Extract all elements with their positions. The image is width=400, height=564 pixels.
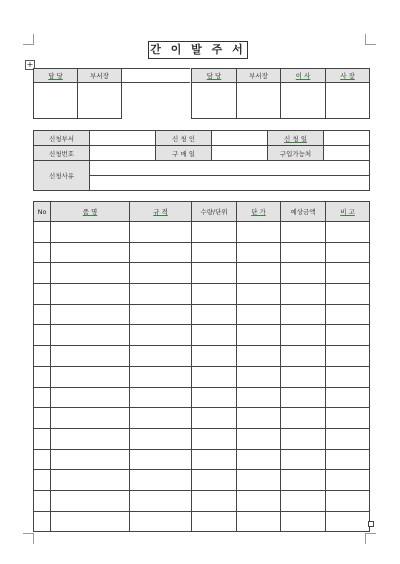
remarks-cell[interactable] <box>326 408 370 429</box>
qty-unit-cell[interactable] <box>192 449 237 470</box>
approval-sign-president[interactable] <box>326 83 370 119</box>
est-amount-cell[interactable] <box>281 346 326 367</box>
table-resize-handle-icon[interactable] <box>368 521 374 527</box>
unit-price-cell[interactable] <box>237 346 281 367</box>
unit-price-cell[interactable] <box>237 449 281 470</box>
spec-cell[interactable] <box>130 304 192 325</box>
approval-label-staff: 담 당 <box>34 69 78 83</box>
table-row <box>34 325 370 346</box>
no-cell[interactable] <box>34 304 51 325</box>
remarks-cell[interactable] <box>326 284 370 305</box>
approval-sign-staff-2[interactable] <box>192 83 237 119</box>
approval-label-dept-head-2: 부서장 <box>237 69 281 83</box>
no-cell[interactable] <box>34 511 51 532</box>
qty-unit-cell[interactable] <box>192 263 237 284</box>
spec-cell[interactable] <box>130 428 192 449</box>
spec-cell[interactable] <box>130 449 192 470</box>
no-cell[interactable] <box>34 346 51 367</box>
no-cell[interactable] <box>34 449 51 470</box>
unit-price-cell[interactable] <box>237 366 281 387</box>
approval-table-right <box>191 68 370 119</box>
est-amount-cell[interactable] <box>281 449 326 470</box>
purchase-place-field[interactable] <box>324 146 370 161</box>
no-cell[interactable] <box>34 470 51 491</box>
table-row <box>34 304 370 325</box>
item-name-cell[interactable] <box>51 263 130 284</box>
est-amount-cell[interactable] <box>281 325 326 346</box>
spec-cell[interactable] <box>130 408 192 429</box>
document-title: 간 이 발 주 서 <box>148 41 248 59</box>
est-amount-cell[interactable] <box>281 242 326 263</box>
unit-price-cell[interactable] <box>237 511 281 532</box>
qty-unit-cell[interactable] <box>192 470 237 491</box>
approval-table-left <box>33 68 190 119</box>
approval-sign-staff[interactable] <box>34 83 78 119</box>
col-header-no: No <box>34 202 51 222</box>
item-name-cell[interactable] <box>51 449 130 470</box>
qty-unit-cell[interactable] <box>192 346 237 367</box>
approval-blank-space <box>122 83 190 119</box>
spec-cell[interactable] <box>130 470 192 491</box>
remarks-cell[interactable] <box>326 511 370 532</box>
applicant-field[interactable] <box>212 131 268 146</box>
approval-label-staff-2: 담 당 <box>192 69 237 83</box>
no-cell[interactable] <box>34 222 51 243</box>
dept-label: 신청부서 <box>34 131 90 146</box>
item-name-cell[interactable] <box>51 304 130 325</box>
unit-price-cell[interactable] <box>237 408 281 429</box>
request-date-field[interactable] <box>324 131 370 146</box>
qty-unit-cell[interactable] <box>192 490 237 511</box>
spec-cell[interactable] <box>130 242 192 263</box>
remarks-cell[interactable] <box>326 263 370 284</box>
dept-field[interactable] <box>90 131 156 146</box>
unit-price-cell[interactable] <box>237 490 281 511</box>
applicant-label: 신 청 인 <box>156 131 212 146</box>
qty-unit-cell[interactable] <box>192 325 237 346</box>
crop-mark-top-left <box>23 34 34 45</box>
qty-unit-cell[interactable] <box>192 304 237 325</box>
est-amount-cell[interactable] <box>281 366 326 387</box>
remarks-cell[interactable] <box>326 242 370 263</box>
item-name-cell[interactable] <box>51 490 130 511</box>
item-name-cell[interactable] <box>51 470 130 491</box>
purchase-date-label: 구 매 일 <box>156 146 212 161</box>
remarks-cell[interactable] <box>326 222 370 243</box>
item-name-cell[interactable] <box>51 242 130 263</box>
reason-field-line-2[interactable] <box>90 176 370 191</box>
remarks-cell[interactable] <box>326 490 370 511</box>
items-table <box>33 201 370 532</box>
request-number-field[interactable] <box>90 146 156 161</box>
qty-unit-cell[interactable] <box>192 387 237 408</box>
table-row <box>34 387 370 408</box>
table-row <box>34 449 370 470</box>
unit-price-cell[interactable] <box>237 304 281 325</box>
remarks-cell[interactable] <box>326 304 370 325</box>
no-cell[interactable] <box>34 428 51 449</box>
approval-label-dept-head: 부서장 <box>78 69 122 83</box>
table-row <box>34 408 370 429</box>
est-amount-cell[interactable] <box>281 222 326 243</box>
unit-price-cell[interactable] <box>237 470 281 491</box>
est-amount-cell[interactable] <box>281 470 326 491</box>
col-header-unit-price: 단 가 <box>237 202 281 222</box>
title-underline <box>148 58 248 59</box>
items-body <box>34 222 370 532</box>
unit-price-cell[interactable] <box>237 387 281 408</box>
unit-price-cell[interactable] <box>237 284 281 305</box>
est-amount-cell[interactable] <box>281 387 326 408</box>
item-name-cell[interactable] <box>51 325 130 346</box>
est-amount-cell[interactable] <box>281 408 326 429</box>
purchase-place-label: 구입가능처 <box>268 146 324 161</box>
remarks-cell[interactable] <box>326 366 370 387</box>
no-cell[interactable] <box>34 490 51 511</box>
table-row <box>34 511 370 532</box>
table-row <box>34 490 370 511</box>
no-cell[interactable] <box>34 387 51 408</box>
unit-price-cell[interactable] <box>237 263 281 284</box>
unit-price-cell[interactable] <box>237 222 281 243</box>
qty-unit-cell[interactable] <box>192 222 237 243</box>
spec-cell[interactable] <box>130 222 192 243</box>
no-cell[interactable] <box>34 325 51 346</box>
est-amount-cell[interactable] <box>281 490 326 511</box>
table-row <box>34 470 370 491</box>
qty-unit-cell[interactable] <box>192 428 237 449</box>
items-header-row <box>34 202 370 222</box>
table-row <box>34 428 370 449</box>
remarks-cell[interactable] <box>326 387 370 408</box>
table-row <box>34 346 370 367</box>
qty-unit-cell[interactable] <box>192 284 237 305</box>
reason-label: 신청사유 <box>34 161 90 191</box>
table-row <box>34 263 370 284</box>
item-name-cell[interactable] <box>51 408 130 429</box>
approval-blank-cell <box>122 69 190 83</box>
purchase-date-field[interactable] <box>212 146 268 161</box>
request-date-label: 신 청 일 <box>268 131 324 146</box>
spec-cell[interactable] <box>130 387 192 408</box>
approval-label-director: 이 사 <box>281 69 326 83</box>
remarks-cell[interactable] <box>326 470 370 491</box>
unit-price-cell[interactable] <box>237 428 281 449</box>
spec-cell[interactable] <box>130 511 192 532</box>
spec-cell[interactable] <box>130 325 192 346</box>
item-name-cell[interactable] <box>51 428 130 449</box>
spec-cell[interactable] <box>130 346 192 367</box>
table-row <box>34 242 370 263</box>
item-name-cell[interactable] <box>51 366 130 387</box>
approval-label-president: 사 장 <box>326 69 370 83</box>
qty-unit-cell[interactable] <box>192 366 237 387</box>
qty-unit-cell[interactable] <box>192 408 237 429</box>
crop-mark-top-right <box>365 34 376 45</box>
no-cell[interactable] <box>34 263 51 284</box>
unit-price-cell[interactable] <box>237 242 281 263</box>
remarks-cell[interactable] <box>326 346 370 367</box>
no-cell[interactable] <box>34 408 51 429</box>
item-name-cell[interactable] <box>51 387 130 408</box>
item-name-cell[interactable] <box>51 284 130 305</box>
qty-unit-cell[interactable] <box>192 242 237 263</box>
col-header-spec: 규 격 <box>130 202 192 222</box>
remarks-cell[interactable] <box>326 325 370 346</box>
est-amount-cell[interactable] <box>281 284 326 305</box>
table-row <box>34 366 370 387</box>
table-row <box>34 284 370 305</box>
no-cell[interactable] <box>34 284 51 305</box>
est-amount-cell[interactable] <box>281 428 326 449</box>
spec-cell[interactable] <box>130 284 192 305</box>
est-amount-cell[interactable] <box>281 511 326 532</box>
request-info-table <box>33 130 370 191</box>
no-cell[interactable] <box>34 366 51 387</box>
item-name-cell[interactable] <box>51 511 130 532</box>
col-header-qty-unit: 수량/단위 <box>192 202 237 222</box>
spec-cell[interactable] <box>130 490 192 511</box>
col-header-est-amount: 예상금액 <box>281 202 326 222</box>
approval-sign-director[interactable] <box>281 83 326 119</box>
table-row <box>34 222 370 243</box>
remarks-cell[interactable] <box>326 449 370 470</box>
approval-sign-dept-head-2[interactable] <box>237 83 281 119</box>
est-amount-cell[interactable] <box>281 304 326 325</box>
remarks-cell[interactable] <box>326 428 370 449</box>
crop-mark-bottom-right <box>365 533 376 544</box>
qty-unit-cell[interactable] <box>192 511 237 532</box>
unit-price-cell[interactable] <box>237 325 281 346</box>
est-amount-cell[interactable] <box>281 263 326 284</box>
col-header-remarks: 비 고 <box>326 202 370 222</box>
spec-cell[interactable] <box>130 263 192 284</box>
reason-field-line-1[interactable] <box>90 161 370 176</box>
crop-mark-bottom-left <box>23 533 34 544</box>
item-name-cell[interactable] <box>51 346 130 367</box>
item-name-cell[interactable] <box>51 222 130 243</box>
no-cell[interactable] <box>34 242 51 263</box>
approval-sign-dept-head[interactable] <box>78 83 122 119</box>
spec-cell[interactable] <box>130 366 192 387</box>
request-number-label: 신청번호 <box>34 146 90 161</box>
table-move-handle-icon[interactable]: + <box>26 60 34 69</box>
col-header-item-name: 품 명 <box>51 202 130 222</box>
